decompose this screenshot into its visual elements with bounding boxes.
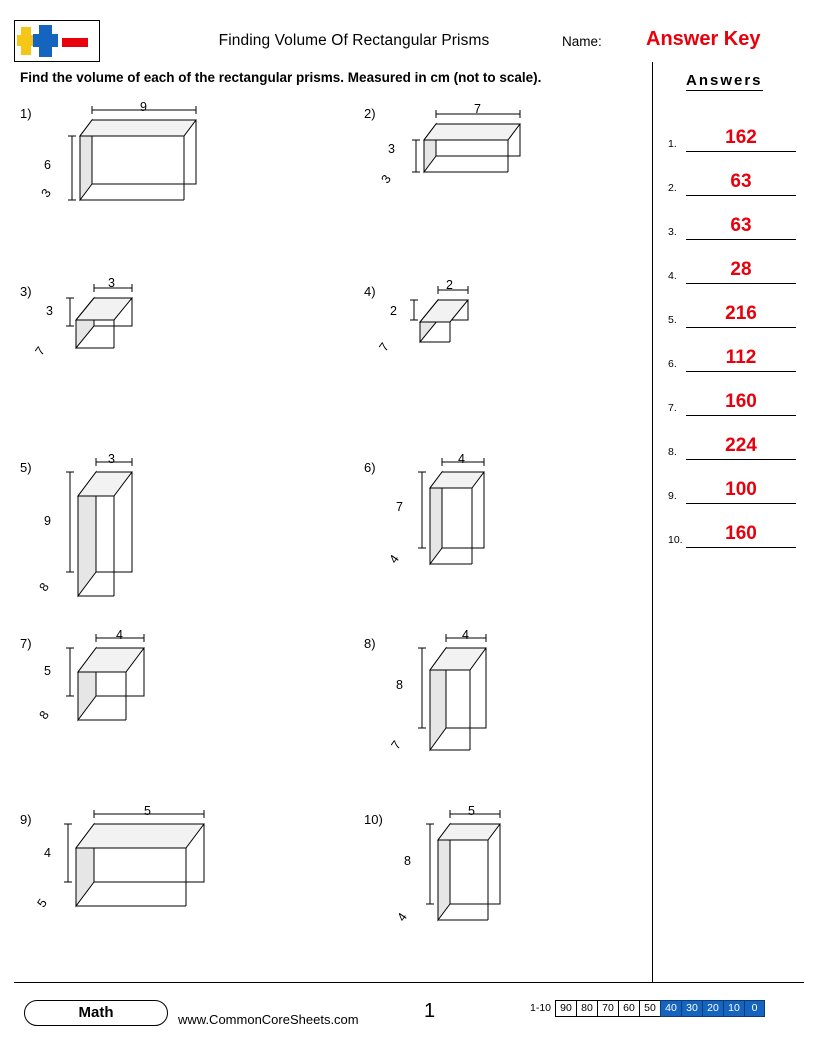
problem-number: 5) bbox=[20, 460, 32, 475]
dimension-depth: 7 bbox=[388, 738, 404, 752]
problem-5 bbox=[20, 452, 300, 602]
answer-value: 160 bbox=[725, 391, 757, 412]
prism-figure bbox=[56, 452, 236, 602]
dimension-top: 9 bbox=[140, 100, 147, 114]
dimension-left: 3 bbox=[388, 142, 395, 156]
dimension-left: 8 bbox=[396, 678, 403, 692]
page-number: 1 bbox=[424, 1000, 436, 1022]
prism-figure bbox=[56, 804, 266, 944]
answer-number: 10. bbox=[668, 534, 683, 546]
answer-number: 2. bbox=[668, 182, 677, 194]
answer-value: 162 bbox=[725, 127, 757, 148]
dimension-top: 4 bbox=[462, 628, 469, 642]
scale-cell: 60 bbox=[618, 1000, 639, 1017]
dimension-depth: 4 bbox=[394, 910, 410, 924]
score-scale bbox=[530, 1000, 765, 1017]
instructions-text: Find the volume of each of the rectangular prisms. Measured in cm (not to scale). bbox=[20, 70, 542, 85]
answer-line bbox=[686, 546, 796, 548]
answer-row bbox=[668, 196, 796, 240]
dimension-left: 9 bbox=[44, 514, 51, 528]
answer-value: 112 bbox=[725, 347, 757, 368]
answer-value: 28 bbox=[730, 259, 752, 280]
dimension-left: 7 bbox=[396, 500, 403, 514]
dimension-depth: 4 bbox=[386, 552, 402, 566]
scale-cell: 30 bbox=[681, 1000, 702, 1017]
problem-number: 7) bbox=[20, 636, 32, 651]
dimension-depth: 5 bbox=[34, 896, 50, 910]
prism-figure bbox=[56, 628, 236, 748]
problem-9 bbox=[20, 804, 320, 944]
answer-number: 3. bbox=[668, 226, 677, 238]
answer-row bbox=[668, 372, 796, 416]
dimension-top: 3 bbox=[108, 452, 115, 466]
dimension-depth: 8 bbox=[36, 580, 52, 594]
answer-value: 160 bbox=[725, 523, 757, 544]
problem-2 bbox=[364, 100, 644, 210]
problem-10 bbox=[364, 804, 644, 944]
subject-badge: Math bbox=[24, 1000, 168, 1026]
dimension-top: 2 bbox=[446, 278, 453, 292]
prism-figure bbox=[400, 452, 580, 582]
problem-number: 2) bbox=[364, 106, 376, 121]
dimension-left: 4 bbox=[44, 846, 51, 860]
scale-cell: 0 bbox=[744, 1000, 765, 1017]
dimension-top: 5 bbox=[144, 804, 151, 818]
column-divider bbox=[652, 62, 653, 982]
problem-4 bbox=[364, 276, 644, 366]
dimension-left: 5 bbox=[44, 664, 51, 678]
problem-number: 4) bbox=[364, 284, 376, 299]
answer-row bbox=[668, 152, 796, 196]
scale-cell: 20 bbox=[702, 1000, 723, 1017]
answer-row bbox=[668, 416, 796, 460]
name-label: Name: bbox=[562, 34, 602, 49]
scale-cell: 10 bbox=[723, 1000, 744, 1017]
answer-number: 4. bbox=[668, 270, 677, 282]
prism-figure bbox=[56, 276, 236, 366]
scale-cell: 40 bbox=[660, 1000, 681, 1017]
answer-key-label: Answer Key bbox=[646, 28, 761, 50]
dimension-top: 4 bbox=[116, 628, 123, 642]
dimension-left: 6 bbox=[44, 158, 51, 172]
scale-cell: 80 bbox=[576, 1000, 597, 1017]
prism-figure bbox=[400, 628, 580, 758]
page-title: Finding Volume Of Rectangular Prisms bbox=[218, 32, 490, 49]
dimension-top: 5 bbox=[468, 804, 475, 818]
problem-1 bbox=[20, 100, 300, 210]
scale-cell: 90 bbox=[555, 1000, 576, 1017]
problem-number: 3) bbox=[20, 284, 32, 299]
problem-number: 8) bbox=[364, 636, 376, 651]
scale-range-label: 1-10 bbox=[530, 1002, 552, 1014]
dimension-top: 4 bbox=[458, 452, 465, 466]
dimension-left: 2 bbox=[390, 304, 397, 318]
answer-value: 63 bbox=[730, 171, 752, 192]
answer-value: 100 bbox=[725, 479, 757, 500]
page-header bbox=[14, 20, 804, 62]
answer-row bbox=[668, 460, 796, 504]
prism-figure bbox=[400, 276, 580, 366]
dimension-left: 8 bbox=[404, 854, 411, 868]
problem-3 bbox=[20, 276, 300, 366]
dimension-left: 3 bbox=[46, 304, 53, 318]
answer-number: 1. bbox=[668, 138, 677, 150]
problem-number: 10) bbox=[364, 812, 383, 827]
dimension-depth: 3 bbox=[378, 172, 394, 186]
website-url: www.CommonCoreSheets.com bbox=[178, 1012, 359, 1027]
answer-number: 6. bbox=[668, 358, 677, 370]
answer-value: 216 bbox=[725, 303, 757, 324]
math-plus-logo-icon bbox=[14, 20, 100, 62]
problem-8 bbox=[364, 628, 644, 758]
answer-number: 5. bbox=[668, 314, 677, 326]
answer-number: 9. bbox=[668, 490, 677, 502]
answer-value: 224 bbox=[725, 435, 757, 456]
problem-6 bbox=[364, 452, 644, 582]
dimension-depth: 7 bbox=[32, 344, 48, 358]
answer-row bbox=[668, 284, 796, 328]
answer-number: 8. bbox=[668, 446, 677, 458]
scale-cell: 50 bbox=[639, 1000, 660, 1017]
answer-row bbox=[668, 108, 796, 152]
footer-divider bbox=[14, 982, 804, 983]
prism-figure bbox=[408, 804, 588, 944]
scale-cell: 70 bbox=[597, 1000, 618, 1017]
prism-figure bbox=[400, 100, 580, 210]
answer-value: 63 bbox=[730, 215, 752, 236]
problem-7 bbox=[20, 628, 300, 748]
dimension-depth: 3 bbox=[38, 186, 54, 200]
dimension-depth: 8 bbox=[36, 708, 52, 722]
dimension-top: 7 bbox=[474, 102, 481, 116]
dimension-depth: 7 bbox=[376, 340, 392, 354]
problem-number: 9) bbox=[20, 812, 32, 827]
problem-number: 1) bbox=[20, 106, 32, 121]
answer-number: 7. bbox=[668, 402, 677, 414]
dimension-top: 3 bbox=[108, 276, 115, 290]
problem-number: 6) bbox=[364, 460, 376, 475]
prism-figure bbox=[56, 100, 236, 210]
answers-heading: Answers bbox=[686, 72, 763, 89]
answer-row bbox=[668, 328, 796, 372]
answer-row bbox=[668, 240, 796, 284]
answer-row bbox=[668, 504, 796, 548]
